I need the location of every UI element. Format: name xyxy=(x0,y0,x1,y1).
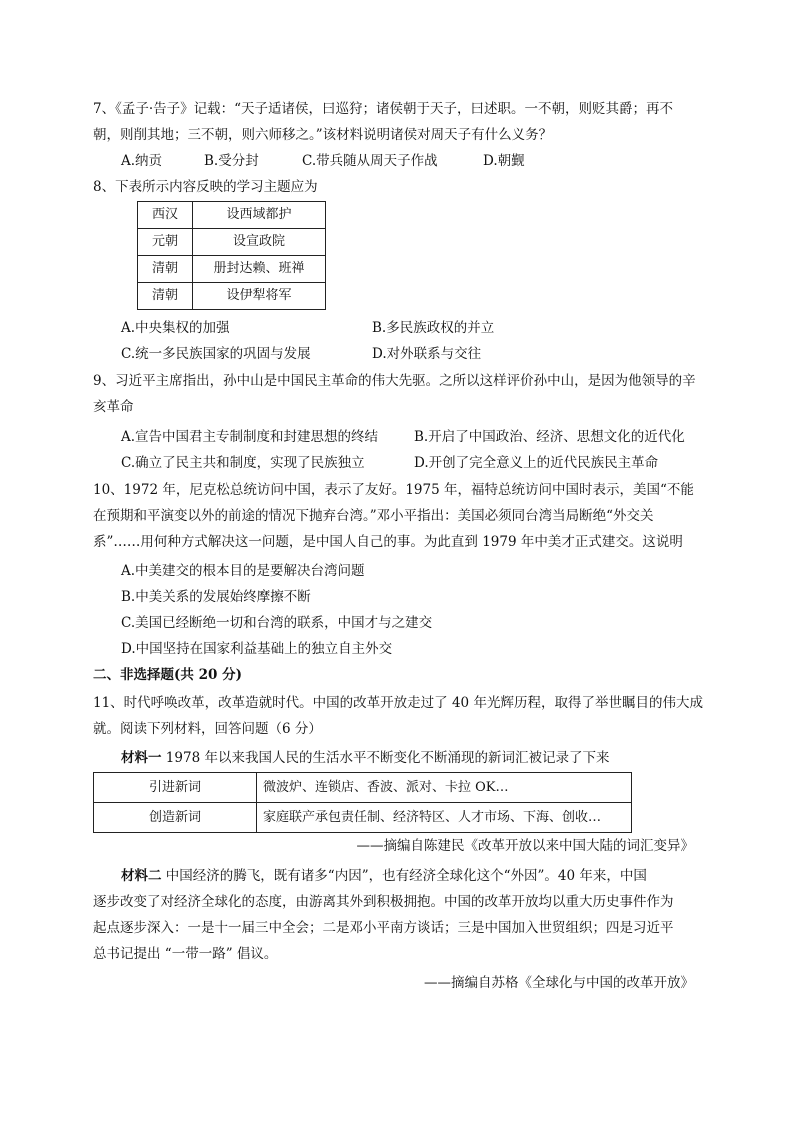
q7-stem-line2: 朝，则削其地；三不朝，则六师移之。”该材料说明诸侯对周天子有什么义务？ xyxy=(93,127,553,143)
q8-option-a: A.中央集权的加强 xyxy=(121,320,230,336)
q7-option-d: D.朝觐 xyxy=(483,153,525,169)
q9-option-b: B.开启了中国政治、经济、思想文化的近代化 xyxy=(414,429,685,445)
material2-line3: 起点逐步深入：一是十一届三中全会；二是邓小平南方谈话；三是中国加入世贸组织；四是习近平 xyxy=(93,920,674,936)
q7-option-b: B.受分封 xyxy=(204,153,259,169)
q10-stem-line2: 在预期和平演变以外的前途的情况下抛弃台湾。”邓小平指出：美国必须同台湾当局断绝“外交关 xyxy=(93,508,654,524)
q8-option-c: C.统一多民族国家的巩固与发展 xyxy=(121,346,311,362)
q11-stem-line2: 就。阅读下列材料，回答问题（6 分） xyxy=(93,721,322,737)
table-cell: 创造新词 xyxy=(94,803,257,833)
q8-stem: 8、下表所示内容反映的学习主题应为 xyxy=(93,179,318,195)
q11-stem-line1: 11、时代呼唤改革，改革造就时代。中国的改革开放走过了 40 年光辉历程，取得了举世瞩目的伟大成 xyxy=(93,695,703,711)
table-row xyxy=(138,202,326,229)
section2-title: 二、非选择题(共 20 分) xyxy=(93,667,242,683)
q10-stem-line3: 系”……用何种方式解决这一问题，是中国人自己的事。为此直到 1979 年中美才正式建交。这说明 xyxy=(93,534,683,550)
material1-heading xyxy=(121,748,609,768)
table-row xyxy=(138,229,326,256)
table-cell: 设伊犁将军 xyxy=(193,283,326,310)
table-row xyxy=(94,773,632,803)
table-cell: 设西域都护 xyxy=(193,202,326,229)
material2-line2: 逐步改变了对经济全球化的态度，由游离其外到积极拥抱。中国的改革开放均以重大历史事件作为 xyxy=(93,894,674,910)
q10-option-b: B.中美关系的发展始终摩擦不断 xyxy=(121,589,311,605)
table-cell: 家庭联产承包责任制、经济特区、人才市场、下海、创收… xyxy=(257,803,632,833)
table-cell: 清朝 xyxy=(138,283,193,310)
q7-option-c: C.带兵随从周天子作战 xyxy=(302,153,438,169)
q8-option-d: D.对外联系与交往 xyxy=(372,346,482,362)
table-cell: 微波炉、连锁店、香波、派对、卡拉 OK… xyxy=(257,773,632,803)
material1-label: 材料一 xyxy=(121,750,162,766)
q9-stem-line2: 亥革命 xyxy=(93,399,134,415)
q9-stem-line1: 9、习近平主席指出，孙中山是中国民主革命的伟大先驱。之所以这样评价孙中山，是因为他领导的辛 xyxy=(93,373,696,389)
material2-source: ——摘编自苏格《全球化与中国的改革开放》 xyxy=(424,975,694,991)
table-cell: 清朝 xyxy=(138,256,193,283)
q9-option-c: C.确立了民主共和制度，实现了民族独立 xyxy=(121,455,365,471)
q10-option-c: C.美国已经断绝一切和台湾的联系，中国才与之建交 xyxy=(121,615,433,631)
q8-option-b: B.多民族政权的并立 xyxy=(372,320,495,336)
q10-option-d: D.中国坚持在国家利益基础上的独立自主外交 xyxy=(121,641,393,657)
table-cell: 设宣政院 xyxy=(193,229,326,256)
table-cell: 册封达赖、班禅 xyxy=(193,256,326,283)
material1-table xyxy=(93,772,632,833)
table-row xyxy=(138,283,326,310)
q7-stem-line1: 7、《孟子·告子》记载：“天子适诸侯，曰巡狩；诸侯朝于天子，曰述职。一不朝，则贬其爵；再不 xyxy=(93,101,674,117)
q10-option-a: A.中美建交的根本目的是要解决台湾问题 xyxy=(121,563,365,579)
q9-option-d: D.开创了完全意义上的近代民族民主革命 xyxy=(414,455,659,471)
table-cell: 引进新词 xyxy=(94,773,257,803)
material1-text: 1978 年以来我国人民的生活水平不断变化不断涌现的新词汇被记录了下来 xyxy=(165,750,610,766)
table-row xyxy=(138,256,326,283)
q7-option-a: A.纳贡 xyxy=(121,153,163,169)
q9-option-a: A.宣告中国君主专制制度和封建思想的终结 xyxy=(121,429,379,445)
table-cell: 元朝 xyxy=(138,229,193,256)
material2-label: 材料二 xyxy=(121,868,162,884)
table-row xyxy=(94,803,632,833)
material2-line1: 中国经济的腾飞，既有诸多“内因”，也有经济全球化这个“外因”。40 年来，中国 xyxy=(165,868,647,884)
q10-stem-line1: 10、1972 年，尼克松总统访问中国，表示了友好。1975 年，福特总统访问中国时表示，美国“不能 xyxy=(93,482,694,498)
table-cell: 西汉 xyxy=(138,202,193,229)
material1-source: ——摘编自陈建民《改革开放以来中国大陆的词汇变异》 xyxy=(356,838,694,854)
material2-line1-wrap xyxy=(121,866,647,886)
material2-line4: 总书记提出 “一带一路” 倡议。 xyxy=(93,946,278,962)
q8-table xyxy=(137,201,326,310)
